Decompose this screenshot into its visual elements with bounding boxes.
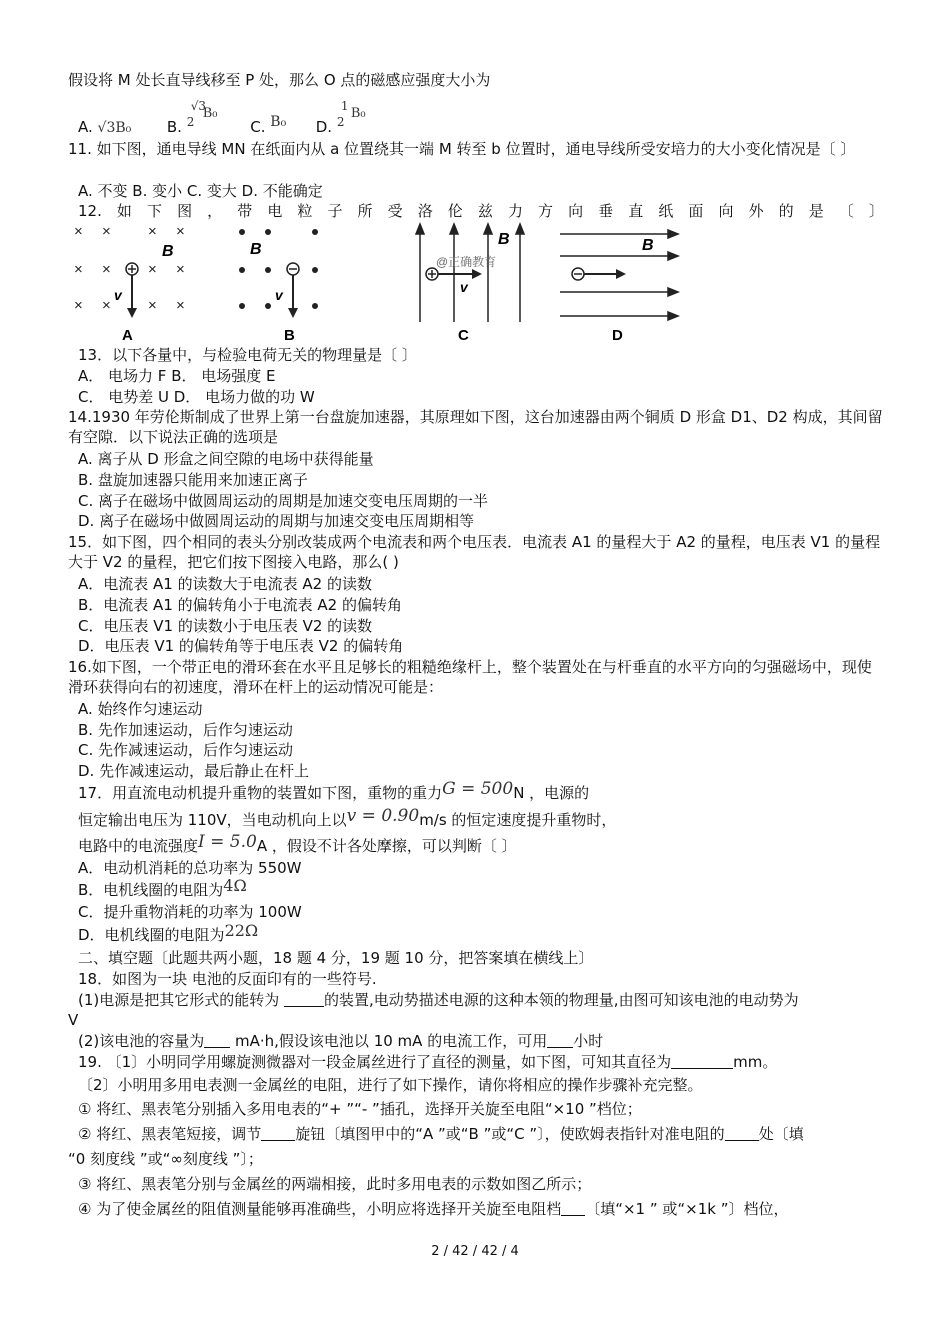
q17-line-2-text: 恒定输出电压为 110V，当电动机向上以 [78,811,347,829]
q17-line-1 [78,779,884,803]
q10-option-b-denominator: 2 [186,115,195,129]
q10-option-d-fraction [336,99,377,132]
q11-stem: 11. 如下图，通电导线 MN 在纸面内从 a 位置绕其一端 M 转至 b 位置时，通电导线所受安培力的大小变化情况是〔 〕 [68,140,856,158]
q17-line-2 [78,806,884,830]
q10-option-a-math: √3B₀ [97,120,132,136]
section-2-title: 二、填空题〔此题共两小题，18 题 4 分，19 题 10 分，把答案填在横线上〕 [78,949,594,967]
q19-part-1-tail: mm。 [733,1053,778,1071]
q17-option-a: A．电动机消耗的总功率为 550W [78,859,302,877]
velocity-label: v [275,287,283,303]
q12-stem-char: 电 [267,202,283,220]
q12-stem-char: 面 [688,202,704,220]
field-label: B [498,231,510,248]
figure-b [239,229,318,344]
q12-stem-char: 直 [628,202,644,220]
q19-step-2-tail: 处〔填 [758,1125,804,1143]
q10-stem: 假设将 M 处长直导线移至 P 处，那么 O 点的磁感应强度大小为 [68,71,491,89]
cross-mark: × [102,223,111,240]
q10-option-c-label: C. [250,118,266,136]
q18-part-1-tail: 的装置,电动势描述电源的这种本领的物理量,由图可知该电池的电动势为 [324,991,799,1009]
q19-step-2 [78,1124,884,1144]
q16-option-d: D. 先作减速运动，最后静止在杆上 [78,762,310,780]
cross-mark: × [74,297,83,314]
q12-stem-char: 〔 [838,202,854,220]
q19-step-3: ③ 将红、黑表笔分别与金属丝的两端相接，此时多用电表的示数如图乙所示； [78,1175,592,1193]
q12-stem-char: 的 [778,202,794,220]
q12-stem-char: 兹 [477,202,493,220]
q19-step-2-mid: 旋钮〔填图甲中的“A ”或“B ”或“C ”〕，使欧姆表指针对准电阻的 [295,1125,725,1143]
cross-mark: × [148,261,157,278]
cross-mark: × [176,261,185,278]
q19-part-1-text: 19. 〔1〕小明同学用螺旋测微器对一段金属丝进行了直径的测量，如下图，可知其直径为 [78,1053,672,1071]
q12-stem-char: 洛 [417,202,433,220]
q10-option-d-numerator: 1 [340,99,349,113]
q19-blank-range[interactable] [561,1201,585,1216]
figure-c [416,224,524,344]
q14-option-a: A. 离子从 D 形盒之间空隙的电场中获得能量 [78,450,374,468]
q12-stem-char: 垂 [598,202,614,220]
q16-stem: 16.如下图，一个带正电的滑环套在水平且足够长的粗糙绝缘杆上，整个装置处在与杆垂直的水平方向的匀强磁场中，现使滑环获得向右的初速度，滑环在杆上的运动情况可能是： [68,658,872,696]
q19-step-1: ① 将红、黑表笔分别插入多用电表的“+ ”“- ”插孔，选择开关旋至电阻“×10 ”档位； [78,1100,642,1118]
field-label: B [642,237,654,254]
q12-stem-char: 外 [748,202,764,220]
q18-stem: 18．如图为一块 电池的反面印有的一些符号. [78,970,377,988]
q12-stem-char: ， [207,202,223,220]
figure-d [560,230,678,344]
q12-stem-char: 子 [327,202,343,220]
q19-part-1 [78,1052,884,1072]
q16-option-b: B. 先作加速运动，后作匀速运动 [78,721,293,739]
q18-blank-1[interactable] [284,992,324,1007]
cross-mark: × [102,261,111,278]
q12-stem-char: 方 [538,202,554,220]
q12-stem-char: 粒 [297,202,313,220]
cross-mark: × [148,297,157,314]
figure-a [74,223,185,344]
q18-blank-hours[interactable] [547,1033,573,1048]
q12-stem [78,201,884,221]
q17-option-c: C．提升重物消耗的功率为 100W [78,903,302,921]
page-number: 2 / 42 / 42 / 4 [431,1244,519,1259]
q12-stem-char: 12. [78,202,102,220]
q17-speed-formula: v = 0.90 [346,806,420,826]
q12-stem-char: 下 [147,202,163,220]
q13-options-1: A． 电场力 F B． 电场强度 E [78,367,276,385]
q17-line-3 [78,832,884,856]
figure-label: D [612,327,623,344]
q19-blank-position[interactable] [725,1126,759,1141]
q12-stem-char: 如 [116,202,132,220]
q10-option-b-tail: B₀ [202,106,218,121]
q12-stem-char: 力 [507,202,523,220]
q12-stem-char: 受 [387,202,403,220]
q19-step-2-text: ② 将红、黑表笔短接，调节 [78,1125,262,1143]
q15-option-c: C．电压表 V1 的读数小于电压表 V2 的读数 [78,617,373,635]
q16-option-c: C. 先作减速运动，后作匀速运动 [78,741,294,759]
q12-stem-char: 图 [177,202,193,220]
q17-current-formula: I = 5.0 [198,832,257,852]
q13-stem: 13．以下各量中，与检验电荷无关的物理量是〔 〕 [78,346,417,364]
q19-step-4 [78,1199,884,1219]
figure-label: A [122,327,133,344]
q14-option-d: D. 离子在磁场中做圆周运动的周期与加速交变电压周期相等 [78,512,475,530]
q18-part-1 [78,990,884,1010]
q17-weight-formula: G = 500 [442,779,514,799]
q12-stem-char: 伦 [447,202,463,220]
q11-options: A. 不变 B. 变小 C. 变大 D. 不能确定 [78,182,323,200]
cross-mark: × [74,261,83,278]
q17-option-b-text: B．电机线圈的电阻为 [78,881,224,899]
q17-line-1-text: 17．用直流电动机提升重物的装置如下图，重物的重力 [78,784,443,802]
q17-line-2-tail: m/s 的恒定速度提升重物时， [419,811,617,829]
q19-step-4-tail: 〔填“×1 ” 或“×1k ”〕档位， [585,1200,789,1218]
q15-option-b: B．电流表 A1 的偏转角小于电流表 A2 的偏转角 [78,596,402,614]
field-label: B [250,241,262,258]
q12-stem-char: 带 [237,202,253,220]
cross-mark: × [148,223,157,240]
field-label: B [162,243,174,260]
cross-mark: × [74,223,83,240]
q12-stem-char: 〕 [868,202,884,220]
q10-option-b-label: B. [166,118,182,136]
q18-part-2-mid: mA·h,假设该电池以 10 mA 的电流工作，可用 [230,1032,548,1050]
q17-option-d-math: 22Ω [224,921,259,940]
q14-option-b: B. 盘旋加速器只能用来加速正离子 [78,471,308,489]
q10-option-d-denominator: 2 [336,115,345,129]
q10-option-b-numerator: √3 [190,99,206,113]
q12-stem-char: 纸 [658,202,674,220]
velocity-label: v [114,287,122,303]
q10-option-c-math: B₀ [270,114,287,130]
q12-stem-char: 向 [718,202,734,220]
q18-part-2-tail: 小时 [573,1032,604,1050]
q14-stem: 14.1930 年劳伦斯制成了世界上第一台盘旋加速器，其原理如下图，这台加速器由两个铜质 D 形盒 D1、D2 构成，其间留有空隙．以下说法正确的选项是 [68,408,883,446]
q17-option-b [78,876,884,900]
q16-option-a: A. 始终作匀速运动 [78,700,203,718]
q10-option-d-label: D. [315,118,333,136]
q19-part-2: 〔2〕小明用多用电表测一金属丝的电阻，进行了如下操作，请你将相应的操作步骤补充完整。 [78,1076,703,1094]
q18-part-2 [78,1031,884,1051]
q10-options [78,99,884,138]
q18-blank-capacity[interactable] [204,1033,230,1048]
q17-line-1-tail: N ，电源的 [513,784,590,802]
q10-option-d-tail: B₀ [350,106,366,121]
q19-step-4-text: ④ 为了使金属丝的阻值测量能够再准确些，小明应将选择开关旋至电阻档 [78,1200,562,1218]
q19-blank-diameter[interactable] [671,1054,733,1069]
figure-label: B [284,327,295,344]
q17-line-3-tail: A ，假设不计各处摩擦，可以判断〔 〕 [256,837,517,855]
q18-part-1-unit: V [68,1011,79,1029]
q15-option-d: D．电压表 V1 的偏转角等于电压表 V2 的偏转角 [78,637,404,655]
q13-options-2: C． 电势差 U D． 电场力做的功 W [78,388,315,406]
velocity-label: v [460,279,468,295]
q18-part-2-text: (2)该电池的容量为 [78,1032,205,1050]
figure-label: C [458,327,469,344]
watermark: @正确教育 [436,255,497,269]
q15-stem: 15．如下图，四个相同的表头分别改装成两个电流表和两个电压表．电流表 A1 的量程大于 A2 的量程，电压表 V1 的量程大于 V2 的量程，把它们按下图接入电路，那么( ) [68,533,881,571]
q19-blank-knob[interactable] [261,1126,295,1141]
q19-step-2-cont: “0 刻度线 ”或“∞刻度线 ”〕； [68,1150,263,1168]
q17-line-3-text: 电路中的电流强度 [78,837,199,855]
cross-mark: × [102,297,111,314]
q12-stem-char: 所 [357,202,373,220]
cross-mark: × [176,223,185,240]
q17-option-d [78,921,884,945]
q12-stem-char: 向 [568,202,584,220]
q15-option-a: A．电流表 A1 的读数大于电流表 A2 的读数 [78,575,372,593]
q12-stem-char: 是 [808,202,824,220]
q17-option-d-text: D．电机线圈的电阻为 [78,926,225,944]
q18-part-1-text: (1)电源是把其它形式的能转为 [78,991,285,1009]
q10-option-a-label: A. [78,118,93,136]
cross-mark: × [176,297,185,314]
q17-option-b-math: 4Ω [223,876,247,895]
q12-figures [70,222,690,344]
q10-option-b-fraction [186,99,227,132]
q14-option-c: C. 离子在磁场中做圆周运动的周期是加速交变电压周期的一半 [78,492,489,510]
